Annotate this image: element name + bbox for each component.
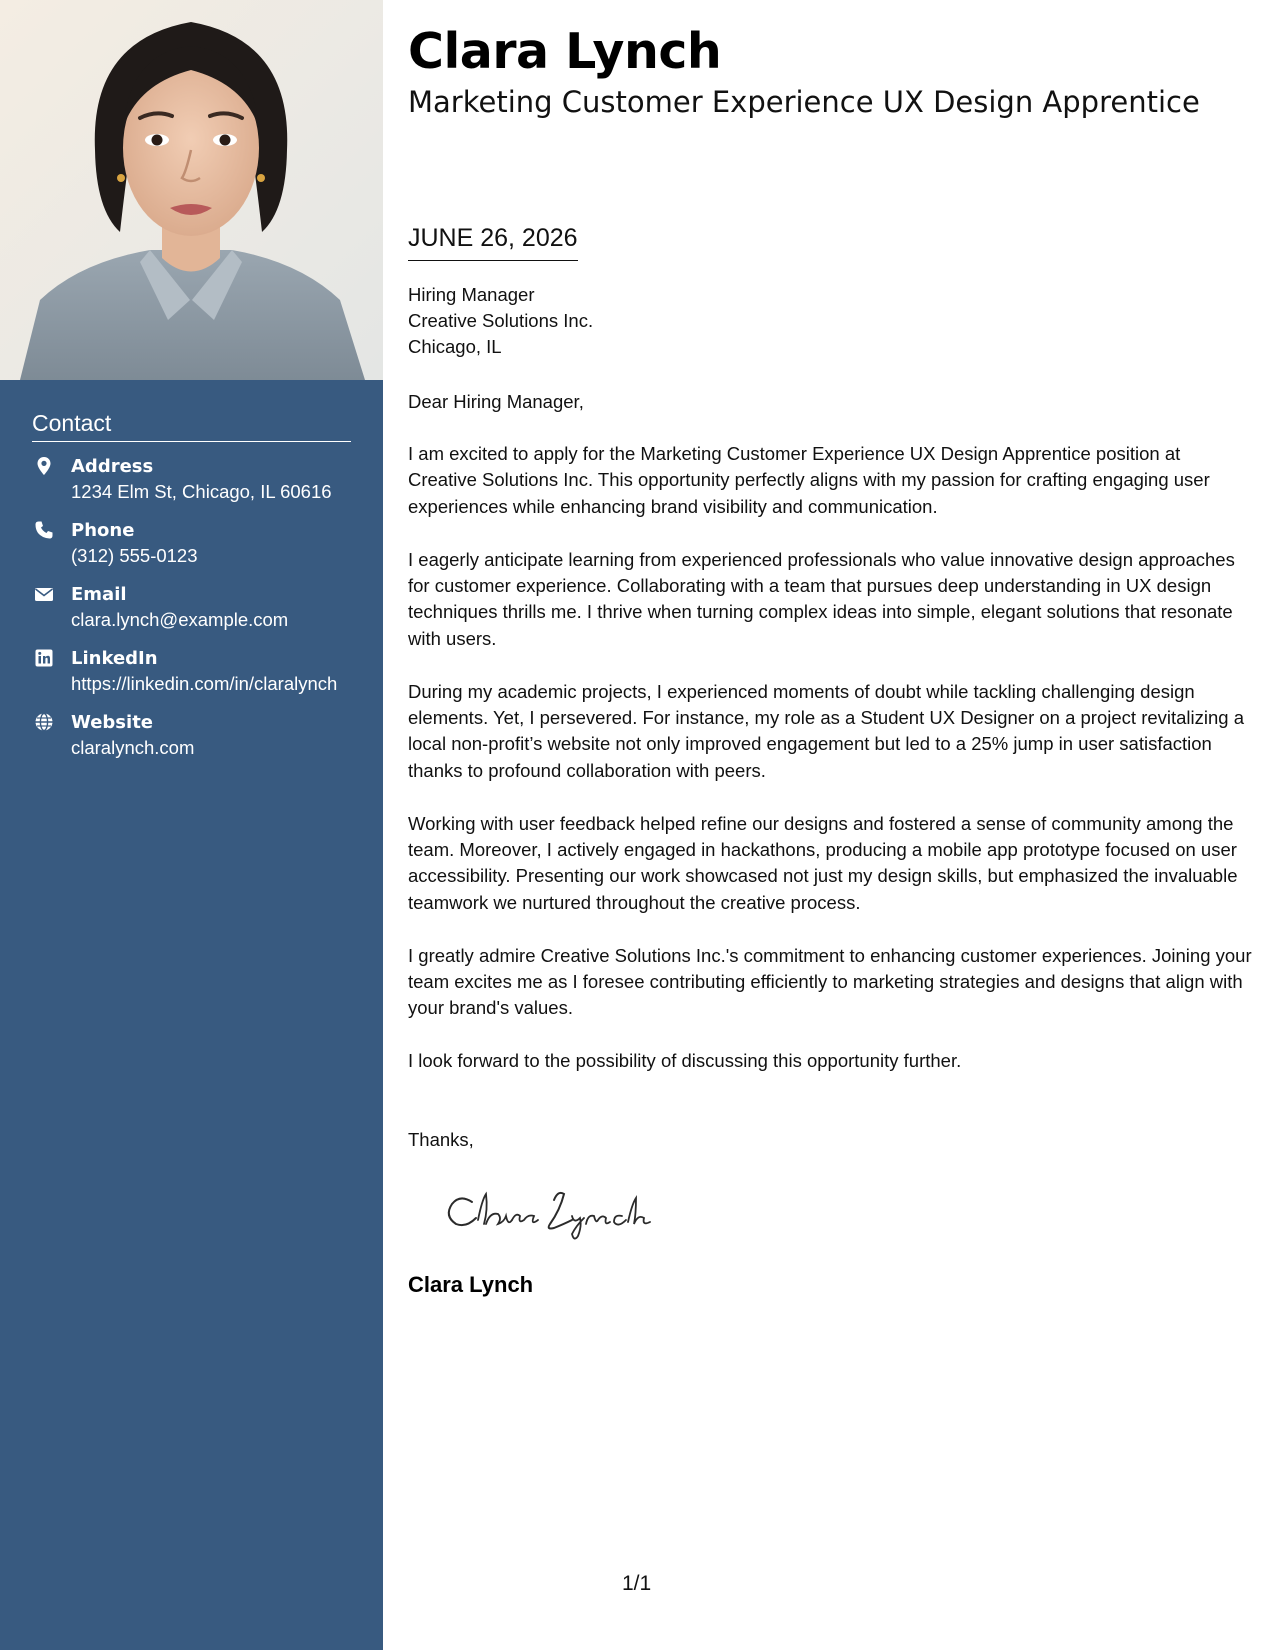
contact-label: LinkedIn [71, 648, 158, 669]
job-title: Marketing Customer Experience UX Design Apprentice [408, 85, 1200, 119]
phone-value[interactable]: (312) 555-0123 [71, 545, 198, 566]
letter-paragraphs [408, 441, 1253, 1101]
contact-email [32, 582, 351, 632]
contact-label: Phone [71, 520, 135, 541]
contact-section [32, 410, 351, 774]
profile-photo [0, 0, 383, 380]
phone-icon [34, 520, 54, 540]
recipient-line: Chicago, IL [408, 336, 502, 357]
website-value[interactable]: claralynch.com [71, 737, 195, 758]
paragraph: I eagerly anticipate learning from experienced professionals who value innovative design approaches for customer experience. Collaborating with a team that pursues deep understanding in UX design techniques thrills me. I thrive when turning complex ideas into simple, elegant solutions that resonate with users. [408, 548, 1235, 649]
letter-date: JUNE 26, 2026 [408, 222, 578, 261]
contact-label: Email [71, 584, 127, 605]
signer-name: Clara Lynch [408, 1272, 534, 1297]
recipient-block [408, 282, 593, 360]
linkedin-value[interactable]: https://linkedin.com/in/claralynch [71, 673, 338, 694]
contact-website [32, 710, 351, 760]
envelope-icon [34, 584, 54, 604]
contact-linkedin [32, 646, 351, 696]
email-value[interactable]: clara.lynch@example.com [71, 609, 289, 630]
paragraph: I look forward to the possibility of discussing this opportunity further. [408, 1050, 962, 1072]
applicant-name: Clara Lynch [408, 23, 722, 80]
address-value: 1234 Elm St, Chicago, IL 60616 [71, 481, 332, 502]
map-pin-icon [34, 456, 54, 476]
recipient-line: Hiring Manager [408, 284, 535, 305]
contact-phone [32, 518, 351, 568]
paragraph: I am excited to apply for the Marketing Customer Experience UX Design Apprentice position at Creative Solutions Inc. This opportunity perfectly aligns with my passion for crafting engaging user experiences while enhancing brand visibility and communication. [408, 443, 1210, 517]
salutation: Dear Hiring Manager, [408, 391, 584, 412]
paragraph: During my academic projects, I experienced moments of doubt while tackling challenging design elements. Yet, I persevered. For instance, my role as a Student UX Designer on a project revitalizing a local non-profit’s website not only improved engagement but led to a 25% jump in user satisfaction thanks to profound collaboration with peers. [408, 680, 1245, 781]
paragraph: I greatly admire Creative Solutions Inc.'s commitment to enhancing customer experiences. Joining your team excites me as I foresee contributing efficiently to marketing strategies and designs that align with your brand's values. [408, 944, 1252, 1019]
linkedin-icon [34, 648, 54, 668]
globe-icon [34, 712, 54, 732]
handwritten-signature [442, 1180, 672, 1240]
contact-label: Address [71, 456, 154, 477]
sidebar [0, 0, 383, 1650]
contact-heading: Contact [32, 410, 351, 442]
page-number: 1/1 [622, 1572, 652, 1595]
contact-address [32, 454, 351, 504]
paragraph: Working with user feedback helped refine our designs and fostered a sense of community among the team. Moreover, I actively engaged in hackathons, producing a mobile app prototype focused on user accessibility. Presenting our work showcased not just my design skills, but emphasized the invaluable teamwork we nurtured throughout the creative process. [408, 812, 1238, 913]
closing: Thanks, [408, 1129, 474, 1150]
contact-label: Website [71, 712, 154, 733]
recipient-line: Creative Solutions Inc. [408, 310, 594, 331]
